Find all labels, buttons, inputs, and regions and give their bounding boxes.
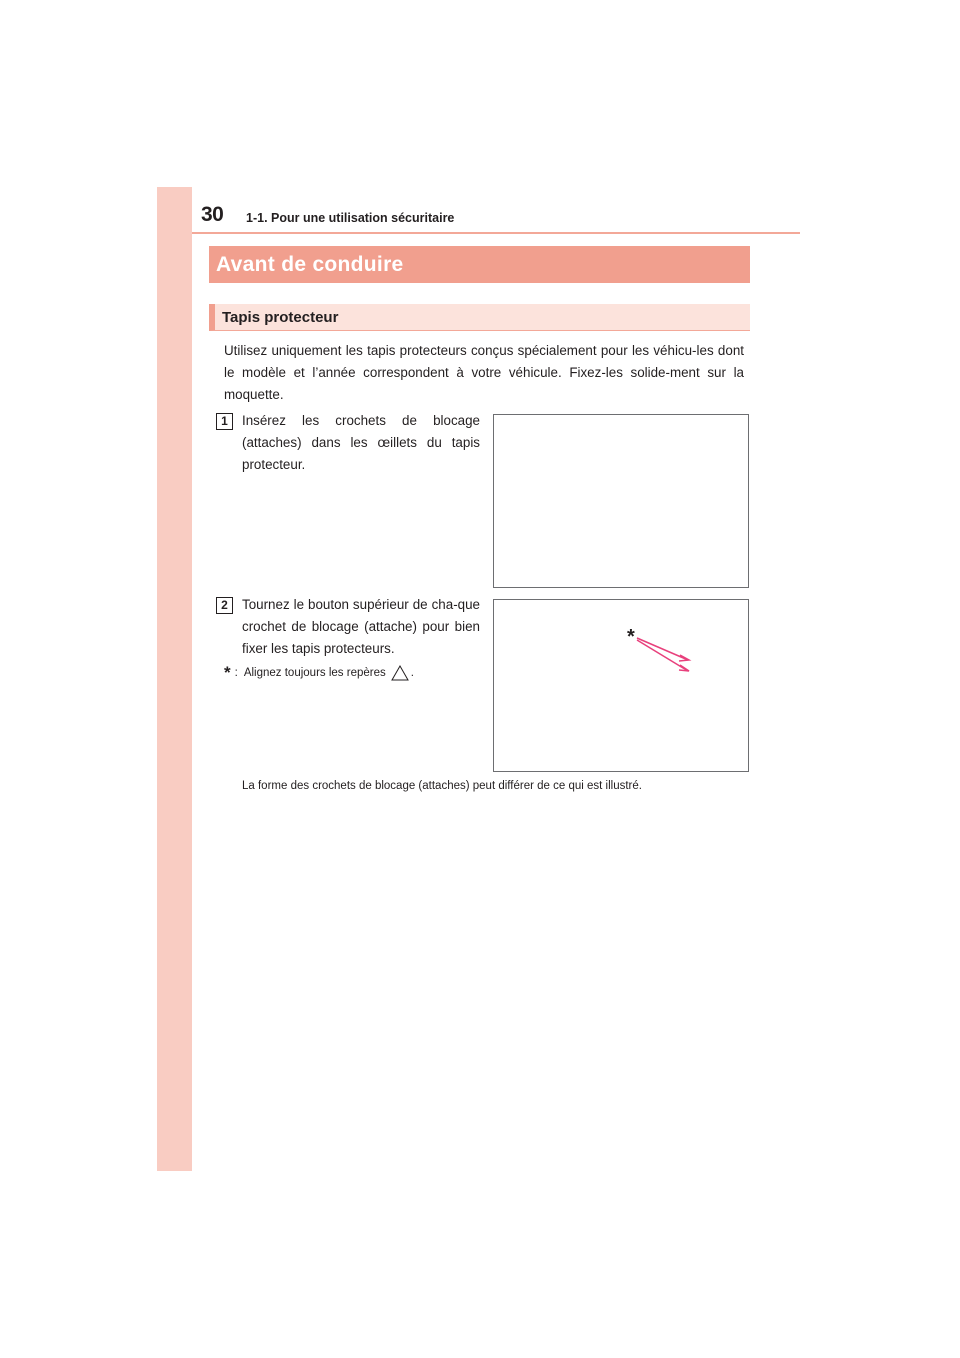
illustration-asterisk: * xyxy=(627,626,635,648)
footnote xyxy=(224,664,414,681)
footnote-separator: : xyxy=(234,666,238,679)
page-number: 30 xyxy=(201,203,224,226)
footnote-end: . xyxy=(410,666,414,679)
footnote-text: Alignez toujours les repères xyxy=(243,666,386,679)
pointer-arrows-icon xyxy=(494,600,750,773)
step-2-text: Tournez le bouton supérieur de cha-que crochet de blocage (attache) pour bien fixer les tapis protecteurs. xyxy=(242,597,480,656)
step-1-illustration xyxy=(493,414,749,588)
header-divider xyxy=(192,232,800,234)
chapter-running-head: 1-1. Pour une utilisation sécuritaire xyxy=(246,211,455,225)
subsection-bar xyxy=(209,304,750,331)
section-title: Avant de conduire xyxy=(216,252,404,276)
illustration-caption: La forme des crochets de blocage (attaches) peut différer de ce qui est illustré. xyxy=(242,780,642,792)
footnote-asterisk: * xyxy=(224,663,231,682)
triangle-outline-icon xyxy=(391,665,409,681)
subsection-title: Tapis protecteur xyxy=(222,308,339,326)
step-2-badge: 2 xyxy=(216,597,233,614)
step-2-illustration xyxy=(493,599,749,772)
side-tab-band xyxy=(157,187,192,1171)
step-1-badge: 1 xyxy=(216,413,233,430)
intro-paragraph: Utilisez uniquement les tapis protecteurs conçus spécialement pour les véhicu-les dont le modèle et l’année correspondent à votre véhicule. Fixez-les solide-ment sur la moquette. xyxy=(224,343,744,402)
section-banner xyxy=(209,246,750,283)
step-1-text: Insérez les crochets de blocage (attaches) dans les œillets du tapis protecteur. xyxy=(242,413,480,472)
